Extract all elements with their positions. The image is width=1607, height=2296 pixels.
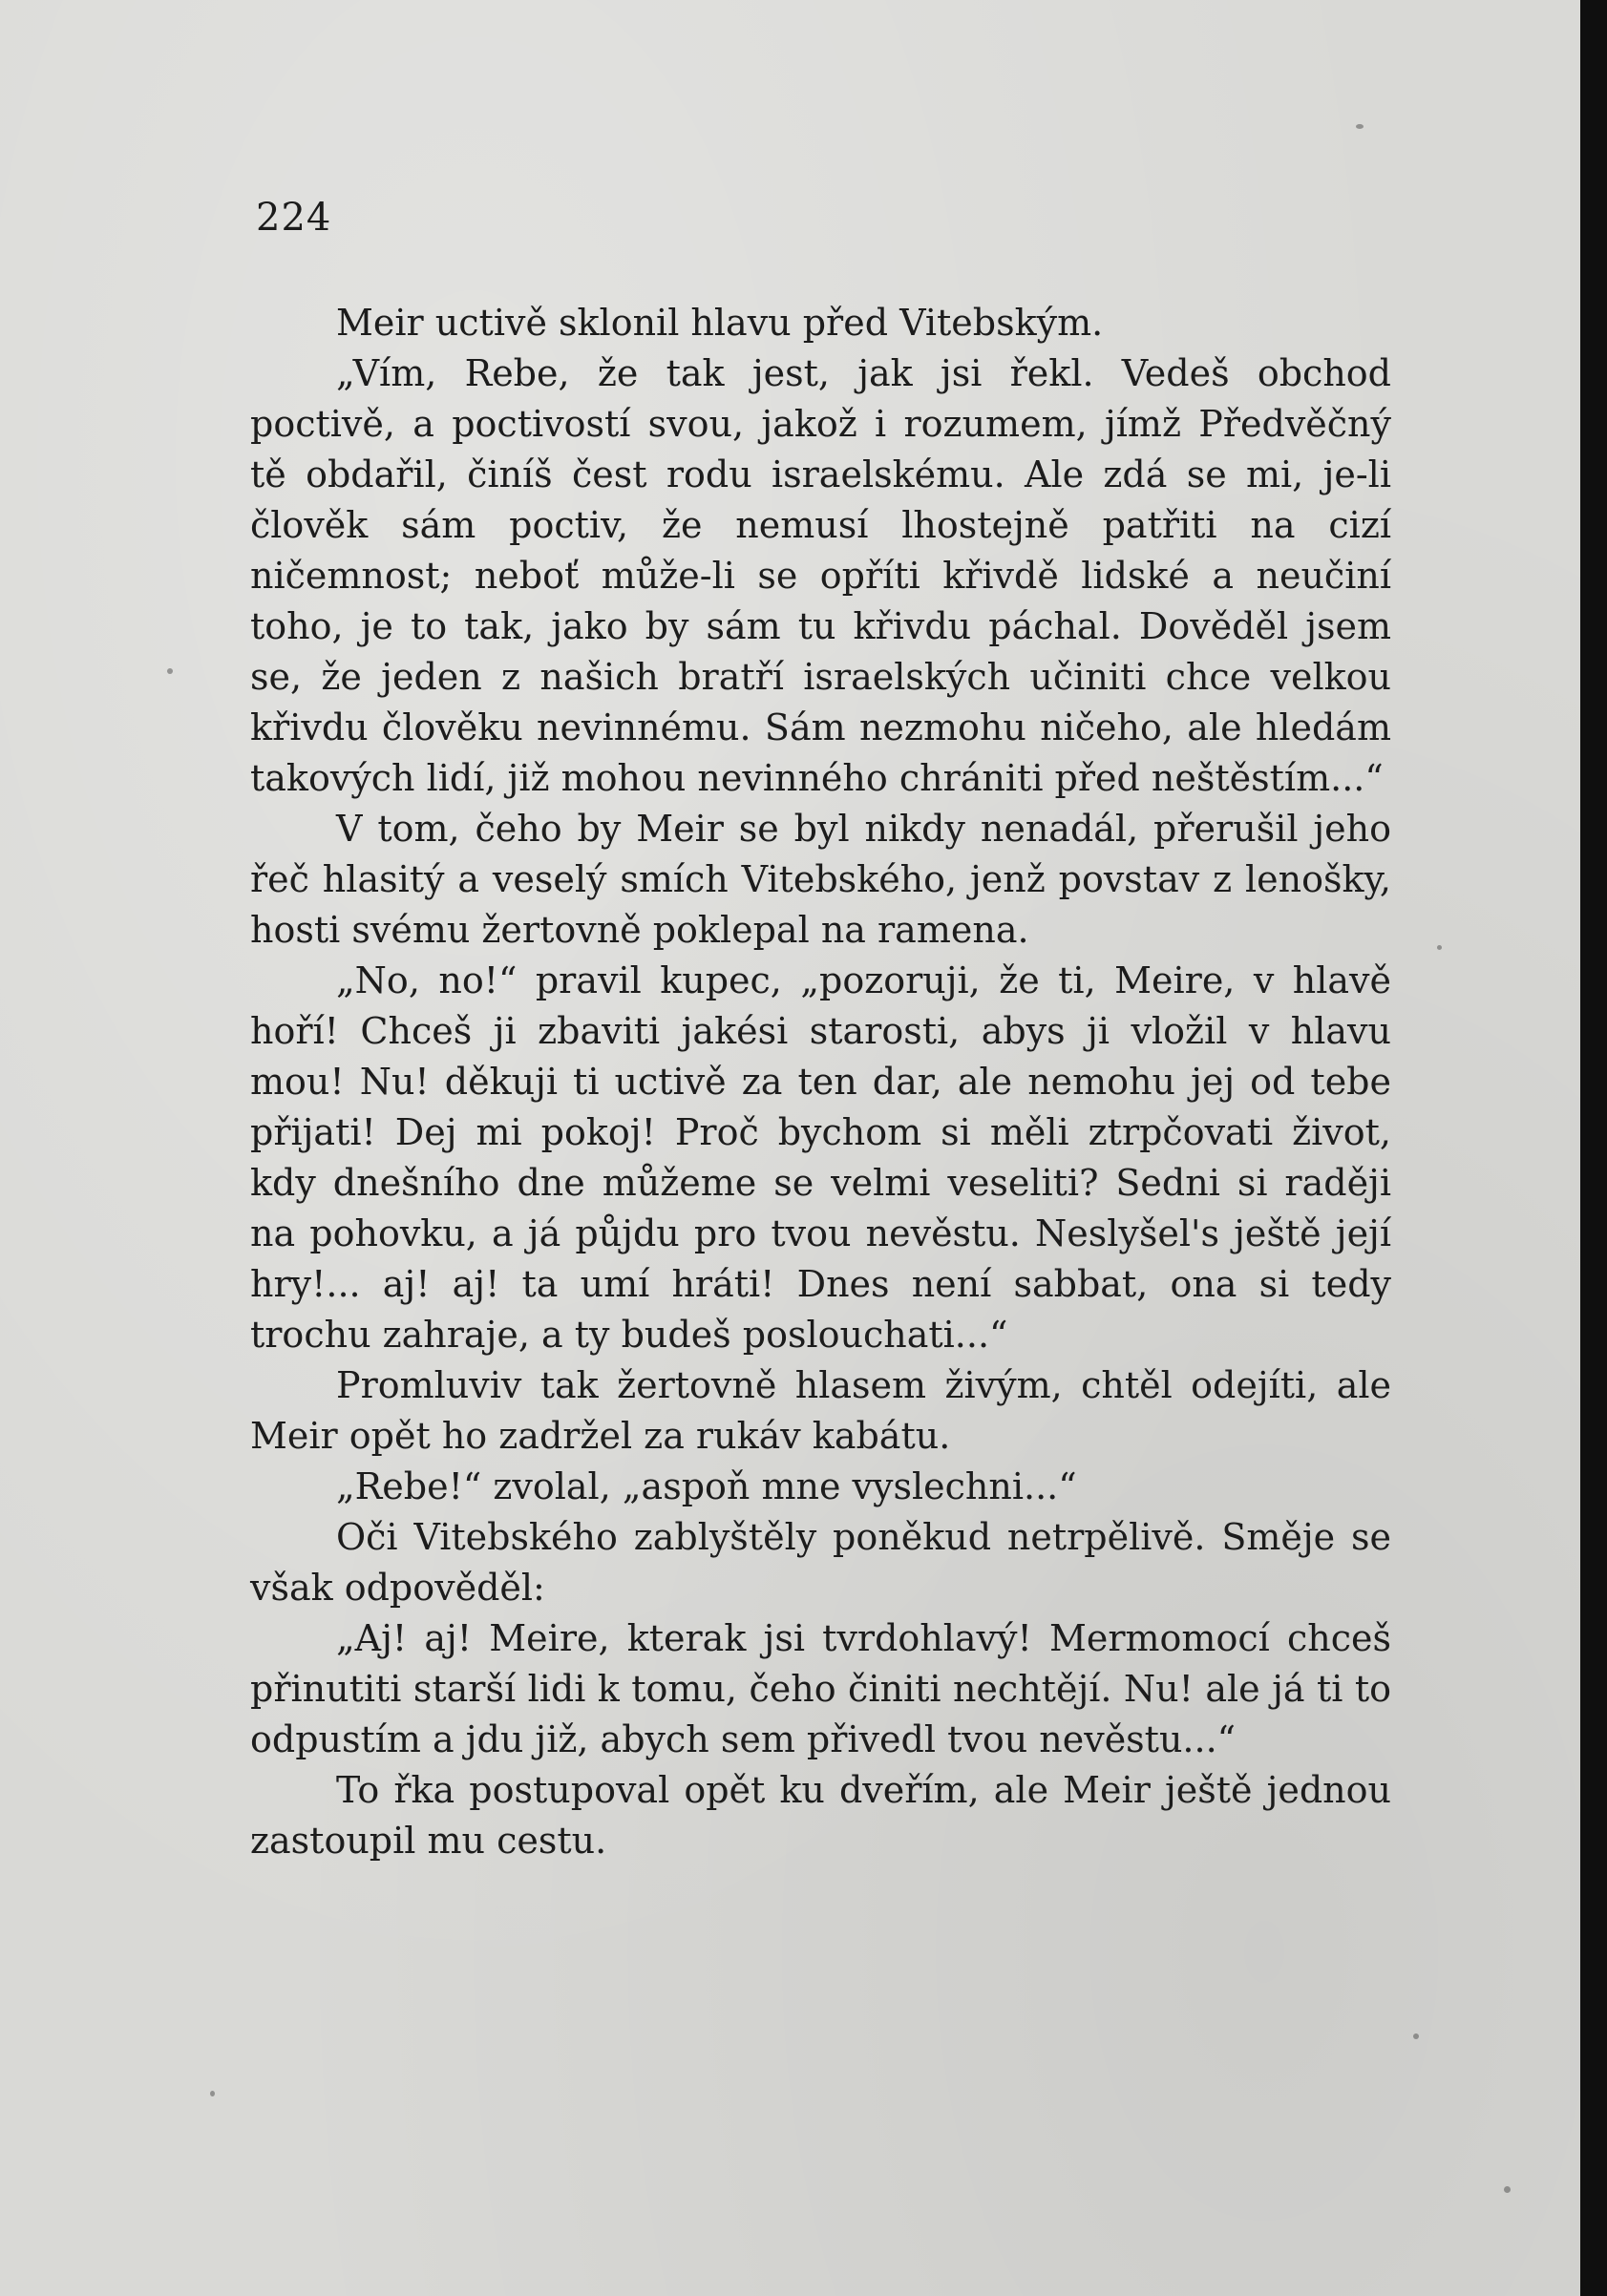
paragraph-8: „Aj! aj! Meire, kterak jsi tvrdohlavý! Mermomocí chceš přinutiti starší lidi k tomu, čeho činiti nechtějí. Nu! ale já ti to odpustím a jdu již, abych sem přivedl tvou nevěstu...“ (250, 1617, 1391, 1760)
paragraph-6: „Rebe!“ zvolal, „aspoň mne vyslechni...“ (336, 1465, 1077, 1507)
scan-speck (1413, 2033, 1419, 2039)
paragraph-5: Promluviv tak žertovně hlasem živým, chtěl odejíti, ale Meir opět ho zadržel za rukáv kabátu. (250, 1364, 1391, 1457)
paragraph-9: To řka postupoval opět ku dveřím, ale Meir ještě jednou zastoupil mu cestu. (250, 1769, 1391, 1862)
paragraph-4: „No, no!“ pravil kupec, „pozoruji, že ti, Meire, v hlavě hoří! Chceš ji zbaviti jakési starosti, abys ji vložil v hlavu mou! Nu! děkuji ti uctivě za ten dar, ale nemohu jej od tebe přijati! Dej mi pokoj! Proč bychom si měli ztrpčovati život, kdy dnešního dne můžeme se velmi veseliti? Sedni si raději na pohovku, a já půjdu pro tvou nevěstu. Neslyšel's ještě její hry!... aj! aj! ta umí hráti! Dnes není sabbat, ona si tedy trochu zahraje, a ty budeš poslouchati...“ (250, 959, 1391, 1356)
scan-speck (1356, 124, 1364, 129)
scan-speck (1437, 945, 1442, 950)
paragraph-7: Oči Vitebského zablyštěly poněkud netrpělivě. Směje se však odpověděl: (250, 1516, 1391, 1609)
paragraph-3: V tom, čeho by Meir se byl nikdy nenadál, přerušil jeho řeč hlasitý a veselý smích Vitebského, jenž povstav z lenošky, hosti svému žertovně poklepal na ramena. (250, 808, 1391, 951)
scan-speck (1504, 2186, 1511, 2193)
body-text (250, 298, 1391, 1866)
scan-speck (167, 668, 173, 674)
paragraph-2: „Vím, Rebe, že tak jest, jak jsi řekl. Vedeš obchod poctivě, a poctivostí svou, jakož i rozumem, jímž Předvěčný tě obdařil, činíš čest rodu israelskému. Ale zdá se mi, je-li člověk sám poctiv, že nemusí lhostejně patřiti na cizí ničemnost; neboť může-li se opříti křivdě lidské a neučiní toho, je to tak, jako by sám tu křivdu páchal. Dověděl jsem se, že jeden z našich bratří israelských učiniti chce velkou křivdu člověku nevinnému. Sám nezmohu ničeho, ale hledám takových lidí, již mohou nevinného chrániti před neštěstím...“ (250, 352, 1391, 799)
page-number: 224 (256, 196, 332, 240)
scan-speck (210, 2091, 215, 2096)
scan-border (1580, 0, 1607, 2296)
paragraph-1: Meir uctivě sklonil hlavu před Vitebským. (336, 302, 1104, 344)
